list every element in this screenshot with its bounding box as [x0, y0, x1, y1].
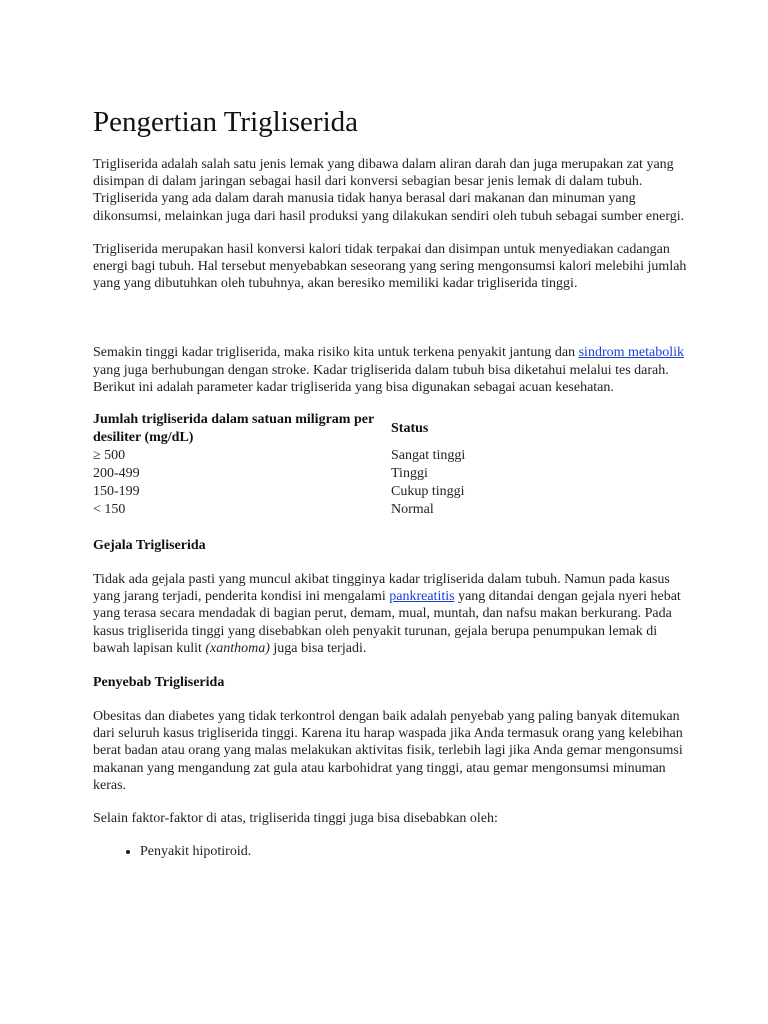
table-cell-status: Cukup tinggi: [391, 484, 465, 500]
paragraph-text: juga bisa terjadi.: [269, 640, 367, 656]
table-cell-amount: 150-199: [93, 484, 140, 500]
table-row: [93, 465, 465, 483]
sindrom-metabolik-link[interactable]: sindrom metabolik: [578, 345, 684, 361]
table-cell-amount: < 150: [93, 502, 126, 518]
penyebab-intro-list: Selain faktor-faktor di atas, trigliserida tinggi juga bisa disebabkan oleh:: [93, 811, 498, 827]
triglyceride-levels-table: [93, 411, 465, 519]
section-heading-gejala: Gejala Trigliserida: [93, 538, 206, 554]
table-row: [93, 501, 465, 519]
section-heading-penyebab: Penyebab Trigliserida: [93, 675, 225, 691]
column-header-status: Status: [391, 421, 429, 437]
paragraph-text: Semakin tinggi kadar trigliserida, maka risiko kita untuk terkena penyakit jantung dan: [93, 345, 579, 361]
causes-list: [93, 843, 688, 861]
table-cell-status: Tinggi: [391, 466, 428, 482]
table-header-row: [93, 411, 465, 447]
intro-paragraph-3: [93, 344, 688, 396]
intro-paragraph-1: Trigliserida adalah salah satu jenis lemak yang dibawa dalam aliran darah dan juga merupakan zat yang disimpan di dalam jaringan sebagai hasil dari konversi sebagian besar jenis lemak di dalam tubuh. Trigliserida yang ada dalam darah manusia tidak hanya berasal dari makanan dan minuman yang dikonsumsi, melainkan juga dari hasil produksi yang dilakukan sendiri oleh tubuh sebagai sumber energi.: [93, 157, 685, 224]
paragraph-text: yang ditandai dengan gejala nyeri hebat yang terasa secara mendadak di bagian perut, demam, mual, muntah, dan nafsu makan berkurang. Pada kasus trigliserida tinggi yang disebabkan oleh penyakit turunan, gejala berupa penumpukan lemak di bawah lapisan kulit: [93, 589, 681, 656]
table-cell-amount: 200-499: [93, 466, 140, 482]
table-row: [93, 483, 465, 501]
column-header-amount: Jumlah trigliserida dalam satuan miligram per desiliter (mg/dL): [93, 412, 374, 446]
table-cell-amount: ≥ 500: [93, 448, 126, 464]
paragraph-text: Tidak ada gejala pasti yang muncul akibat tingginya kadar trigliserida dalam tubuh. Namun pada kasus yang jarang terjadi, penderita kondisi ini mengalami: [93, 572, 670, 605]
gejala-paragraph: [93, 571, 688, 657]
page-title: Pengertian Trigliserida: [93, 106, 359, 138]
table-cell-status: Normal: [391, 502, 434, 518]
paragraph-text: yang juga berhubungan dengan stroke. Kadar trigliserida dalam tubuh bisa diketahui melalui tes darah. Berikut ini adalah parameter kadar trigliserida yang bisa digunakan sebagai acuan kesehatan.: [93, 362, 669, 395]
table-cell-status: Sangat tinggi: [391, 448, 466, 464]
intro-paragraph-2: Trigliserida merupakan hasil konversi kalori tidak terpakai dan disimpan untuk menyediakan cadangan energi bagi tubuh. Hal tersebut menyebabkan seseorang yang sering mengonsumsi kalori melebihi jumlah yang yang dibutuhkan oleh tubuhnya, akan beresiko memiliki kadar trigliserida tinggi.: [93, 241, 687, 292]
xanthoma-term: (xanthoma): [205, 640, 270, 656]
list-item: • Penyakit hipotiroid.: [140, 843, 688, 861]
pankreatitis-link[interactable]: pankreatitis: [389, 589, 455, 605]
penyebab-paragraph: Obesitas dan diabetes yang tidak terkontrol dengan baik adalah penyebab yang paling banyak ditemukan dari seluruh kasus trigliserida tinggi. Karena itu harap waspada jika Anda termasuk orang yang kelebihan berat badan atau orang yang malas melakukan aktivitas fisik, terlebih lagi jika Anda gemar mengonsumsi makanan yang mengandung zat gula atau karbohidrat yang tinggi, atau gemar mengonsumsi minuman keras.: [93, 709, 683, 793]
table-row: [93, 447, 465, 465]
